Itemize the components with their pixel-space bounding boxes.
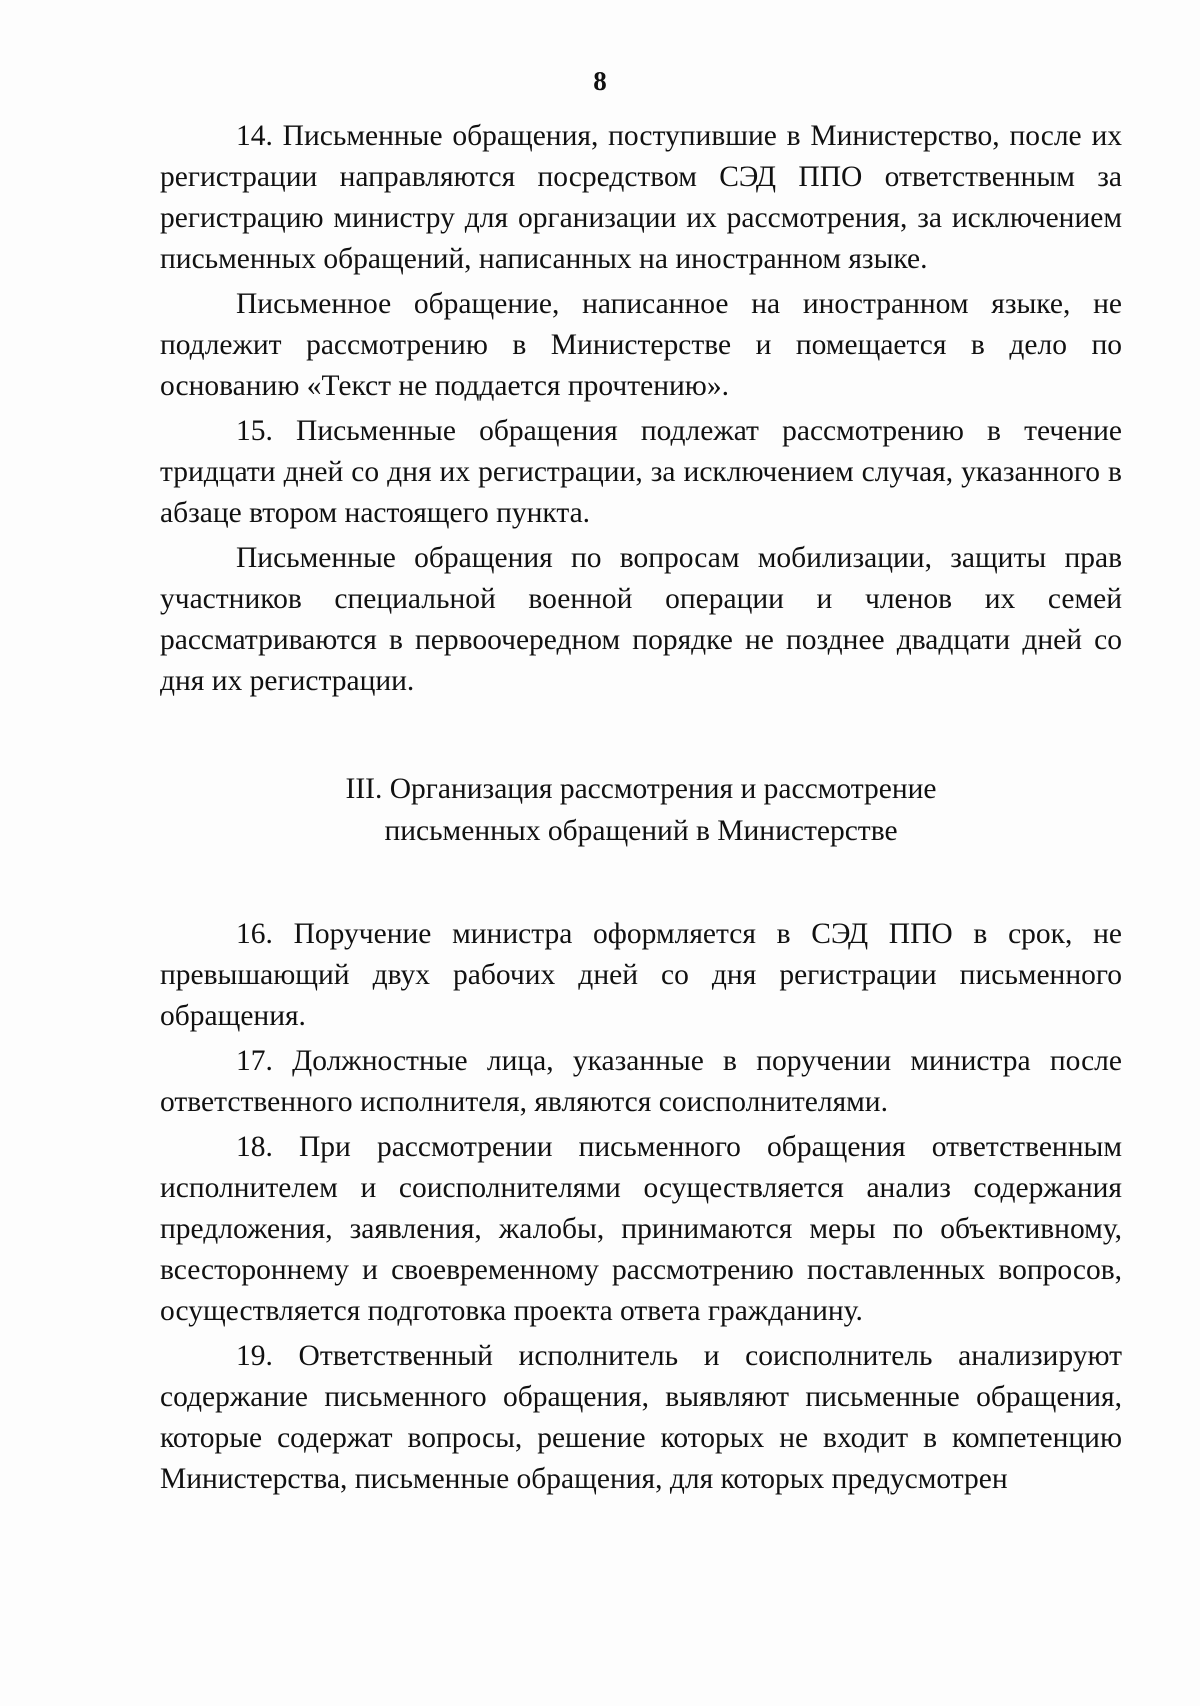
paragraph-19: 19. Ответственный исполнитель и соисполнитель анализируют содержание письменного обращения, выявляют письменные обращения, которые содержат вопросы, решение которых не входит в компетенцию Министерства, письменные обращения, для которых предусмотрен [160,1340,1122,1495]
section-heading-line-1: III. Организация рассмотрения и рассмотрение [345,773,937,805]
paragraph-18: 18. При рассмотрении письменного обращения ответственным исполнителем и соисполнителями осуществляется анализ содержания предложения, заявления, жалобы, принимаются меры по объективному, всестороннему и своевременному рассмотрению поставленных вопросов, осуществляется подготовка проекта ответа гражданину. [160,1131,1122,1327]
section-heading-line-2: письменных обращений в Министерстве [384,815,898,847]
document-body [160,116,1122,1504]
paragraph-16: 16. Поручение министра оформляется в СЭД ППО в срок, не превышающий двух рабочих дней со дня регистрации письменного обращения. [160,918,1122,1032]
page-number: 8 [593,66,607,96]
section-heading [160,768,1122,852]
paragraph-17: 17. Должностные лица, указанные в поручении министра после ответственного исполнителя, являются соисполнителями. [160,1045,1122,1118]
paragraph-14-foreign-language: Письменное обращение, написанное на иностранном языке, не подлежит рассмотрению в Министерстве и помещается в дело по основанию «Текст не поддается прочтению». [160,288,1122,402]
paragraph-14: 14. Письменные обращения, поступившие в Министерство, после их регистрации направляются посредством СЭД ППО ответственным за регистрацию министру для организации их рассмотрения, за исключением письменных обращений, написанных на иностранном языке. [160,120,1122,275]
paragraph-15: 15. Письменные обращения подлежат рассмотрению в течение тридцати дней со дня их регистрации, за исключением случая, указанного в абзаце втором настоящего пункта. [160,415,1122,529]
paragraph-15-mobilization: Письменные обращения по вопросам мобилизации, защиты прав участников специальной военной операции и членов их семей рассматриваются в первоочередном порядке не позднее двадцати дней со дня их регистрации. [160,542,1122,697]
